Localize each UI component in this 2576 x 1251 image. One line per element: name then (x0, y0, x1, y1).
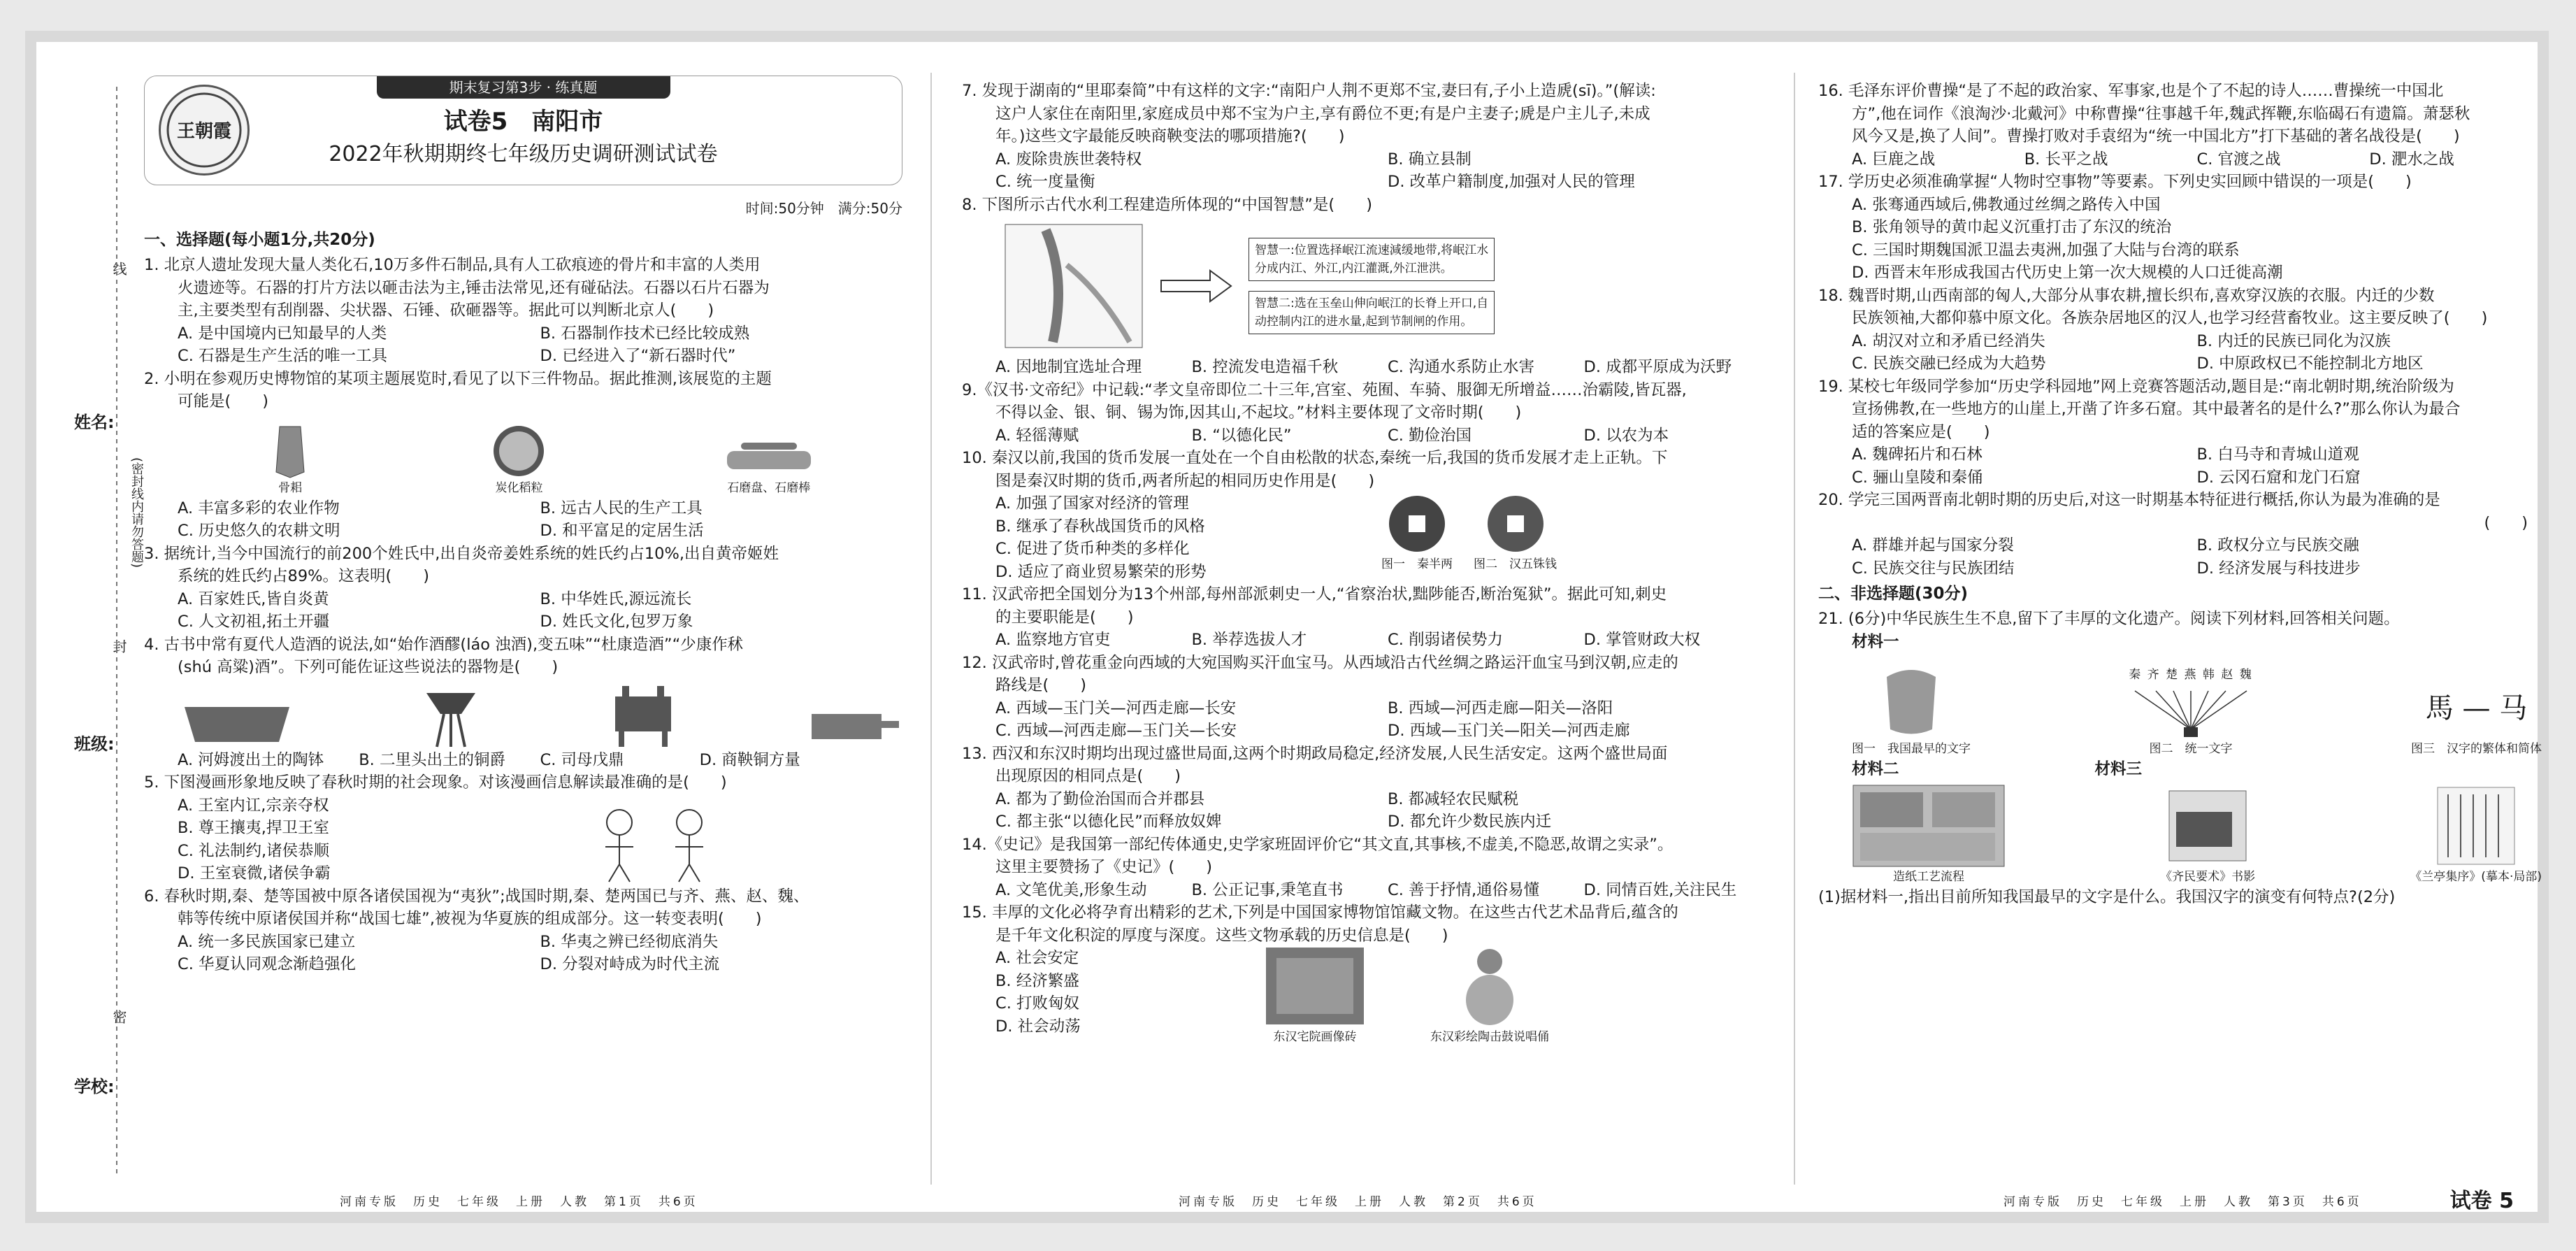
option: A. 社会安定 (995, 949, 1079, 967)
question-text: 20. 学完三国两晋南北朝时期的历史后,对这一时期基本特征进行概括,你认为最为准确的是 (1818, 491, 2440, 509)
section-heading-1: 一、选择题(每小题1分,共20分) (144, 231, 375, 249)
figure-caption: 图二 汉五铢钱 (1474, 557, 1557, 571)
paper-header (144, 76, 902, 185)
arrow-icon (1158, 265, 1235, 307)
option: D. 以农为本 (1583, 426, 1669, 445)
question-text: 年。)这些文字最能反映商鞅变法的哪项措施?( ) (995, 127, 1345, 145)
option: D. 商鞅铜方量 (699, 750, 800, 769)
wisdom-line: 分成内江、外江,内江灌溉,外江泄洪。 (1255, 262, 1453, 276)
option: D. 经济发展与科技进步 (2196, 559, 2361, 578)
review-banner: 期末复习第3步 · 练真题 (377, 76, 670, 99)
option: B. 长平之战 (2024, 150, 2108, 169)
question-text: 主,主要类型有刮削器、尖状器、石锤、砍砸器等。据此可以判断北京人( ) (178, 301, 714, 320)
figure-caption: 东汉彩绘陶击鼓说唱俑 (1430, 1030, 1549, 1044)
question-text: 图是秦汉时期的货币,两者所起的相同历史作用是( ) (995, 471, 1375, 490)
figure-caption: 《兰亭集序》(摹本·局部) (2410, 869, 2542, 884)
option: C. 打败匈奴 (995, 994, 1080, 1013)
ding-vessel-image (605, 682, 682, 749)
question-text: 韩等传统中原诸侯国并称“战国七雄”,被视为华夏族的组成部分。这一转变表明( ) (178, 910, 762, 928)
option: A. 胡汉对立和矛盾已经消失 (1852, 331, 2045, 350)
option: B. 华夷之辨已经彻底消失 (540, 932, 719, 951)
pictorial-brick-image (1262, 944, 1367, 1028)
option: B. 政权分立与民族交融 (2196, 536, 2359, 555)
question-text: ( ) (2484, 513, 2528, 532)
question-text: 8. 下图所示古代水利工程建造所体现的“中国智慧”是( ) (962, 195, 1372, 214)
page-footer: 河南专版 历史 七年级 上册 人教 第2页 共6页 (1179, 1195, 1537, 1209)
question-text: 18. 魏晋时期,山西南部的匈人,大部分从事农耕,擅长织布,喜欢穿汉族的衣服。内迁的少数 (1818, 286, 2435, 305)
option: D. 分裂对峙成为时代主流 (540, 955, 720, 973)
option: C. 司母戊鼎 (540, 750, 624, 769)
question-text: 2. 小明在参观历史博物馆的某项主题展览时,看见了以下三件物品。据此推测,该展览的主题 (144, 369, 772, 388)
states-row: 秦 齐 楚 燕 韩 赵 魏 (2129, 668, 2253, 682)
option: A. 加强了国家对经济的管理 (995, 494, 1189, 513)
figure-caption: 图一 秦半两 (1381, 557, 1453, 571)
question-text: 14.《史记》是我国第一部纪传体通史,史学家班固评价它“其文直,其事核,不虚美,不隐恶,故谓之实录”。 (962, 835, 1674, 854)
option: A. 文笔优美,形象生动 (995, 880, 1147, 899)
figure-caption: 图二 统一文字 (2149, 742, 2233, 756)
lanting-xu-image (2434, 784, 2518, 868)
option: D. 同情百姓,关注民生 (1583, 880, 1737, 899)
option: B. 内迁的民族已同化为汉族 (2196, 331, 2391, 350)
question-text: 9.《汉书·文帝纪》中记载:“孝文皇帝即位二十三年,宫室、苑囿、车骑、服御无所增益……治霸陵,皆瓦器, (962, 380, 1687, 399)
question-text: 的主要职能是( ) (995, 608, 1134, 627)
option: A. 因地制宜选址合理 (995, 358, 1142, 376)
option: C. 人文初祖,拓土开疆 (178, 613, 330, 631)
option: C. 民族交融已经成为大趋势 (1852, 355, 2046, 373)
paper-title: 试卷5 南阳市 (443, 108, 603, 136)
option: B. 公正记事,秉笔直书 (1191, 880, 1344, 899)
wisdom-line: 动控制内江的进水量,起到节制闸的作用。 (1255, 315, 1473, 329)
option: D. 中原政权已不能控制北方地区 (2196, 355, 2424, 373)
figure-caption: 《齐民要术》书影 (2160, 869, 2256, 884)
wisdom-line: 智慧二:选在玉垒山伸向岷江的长脊上开口,自 (1255, 296, 1489, 310)
dujiangyan-map (1004, 223, 1144, 349)
storyteller-figurine-image (1451, 944, 1528, 1028)
option: D. 适应了商业贸易繁荣的形势 (995, 562, 1207, 581)
question-text: 17. 学历史必须准确掌握“人物时空事物”等要素。下列史实回顾中错误的一项是( ) (1818, 173, 2412, 191)
option: C. 石器是生产生活的唯一工具 (178, 347, 388, 365)
column-1 (144, 76, 902, 976)
section-heading-2: 二、非选择题(30分) (1818, 585, 1969, 603)
option: B. 尊王攘夷,捍卫王室 (178, 819, 329, 837)
seal-note: (密封线内请勿答题) (129, 457, 144, 569)
option: A. 轻徭薄赋 (995, 426, 1079, 445)
column-divider (930, 73, 932, 1185)
unification-diagram (2121, 684, 2261, 740)
q2-figures (144, 413, 902, 497)
option: C. 骊山皇陵和秦俑 (1852, 468, 1983, 487)
option: B. 张角领导的黄巾起义沉重打击了东汉的统治 (1852, 218, 2172, 236)
grinding-stone-image (720, 437, 818, 479)
class-label: 班级: (74, 734, 115, 754)
option: D. 成都平原成为沃野 (1583, 358, 1732, 376)
school-label: 学校: (74, 1077, 115, 1096)
option: B. 确立县制 (1388, 150, 1472, 169)
option: C. 沟通水系防止水害 (1388, 358, 1535, 376)
option: B. 二里头出土的铜爵 (359, 750, 505, 769)
question-text: 21. (6分)中华民族生生不息,留下了丰厚的文化遗产。阅读下列材料,回答相关问题。 (1818, 610, 2400, 628)
question-text: 4. 古书中常有夏代人造酒的说法,如“始作酒醪(láo 浊酒),变五味”“杜康造酒”“少康作秫 (144, 635, 744, 654)
option: D. 都允许少数民族内迁 (1388, 813, 1552, 831)
question-text: 12. 汉武帝时,曾花重金向西域的大宛国购买汗血宝马。从西域沿古代丝绸之路运汗血宝马到汉朝,应走的 (962, 653, 1678, 672)
qimin-yaoshu-image (2162, 784, 2253, 868)
option: C. 促进了货币种类的多样化 (995, 540, 1190, 558)
material-1-figures (1818, 653, 2542, 758)
line-mark: 线 (110, 262, 127, 276)
option: B. 白马寺和青城山道观 (2196, 445, 2359, 464)
question-text: (1)据材料一,指出目前所知我国最早的文字是什么。我国汉字的演变有何特点?(2分) (1818, 887, 2396, 906)
option: B. 经济繁盛 (995, 971, 1079, 990)
name-label: 姓名: (74, 413, 115, 432)
bronze-measure-image (798, 700, 902, 749)
question-text: 出现原因的相同点是( ) (995, 767, 1181, 785)
option: A. 统一多民族国家已建立 (178, 932, 356, 951)
option: B. 石器制作技术已经比较成熟 (540, 324, 750, 343)
option: B. 都减轻农民赋税 (1388, 789, 1519, 808)
brand-logo (159, 85, 250, 176)
option: B. 控流发电造福千秋 (1191, 358, 1339, 376)
question-text: 5. 下图漫画形象地反映了春秋时期的社会现象。对该漫画信息解读最准确的是( ) (144, 773, 727, 792)
question-text: 不得以金、银、铜、锡为饰,因其山,不起坟。”材料主要体现了文帝时期( ) (995, 403, 1522, 422)
question-text: 19. 某校七年级同学参加“历史学科园地”网上竞赛答题活动,题目是:“南北朝时期,统治阶级为 (1818, 377, 2454, 396)
option: C. 都主张“以德化民”而释放奴婢 (995, 813, 1222, 831)
option: D. 姓氏文化,包罗万象 (540, 613, 693, 631)
wisdom-line: 智慧一:位置选择岷江流速減缓地带,将岷江水 (1255, 243, 1489, 257)
option: C. 善于抒情,通俗易懂 (1388, 880, 1540, 899)
question-text: 是千年文化积淀的厚度与深度。这些文物承载的历史信息是( ) (995, 926, 1448, 945)
question-text: 16. 毛泽东评价曹操“是了不起的政治家、军事家,也是个了不起的诗人……曹操统一中国北 (1818, 82, 2444, 100)
option: C. 统一度量衡 (995, 173, 1095, 191)
question-text: (shú 高粱)酒”。下列可能佐证这些说法的器物是( ) (178, 658, 559, 676)
option: A. 河姆渡出土的陶钵 (178, 750, 324, 769)
option: B. 举荐选拔人才 (1191, 631, 1307, 649)
traditional-simplified-horse: 馬 — 马 (2425, 692, 2528, 724)
column-divider (1794, 73, 1795, 1185)
option: C. 华夏认同观念渐趋强化 (178, 955, 357, 973)
cartoon-image (577, 794, 738, 885)
bone-spade-image (262, 423, 318, 479)
option: B. 远古人民的生产工具 (540, 499, 703, 517)
figure-caption: 图三 汉字的繁体和简体 (2411, 742, 2542, 756)
time-score: 时间:50分钟 满分:50分 (745, 200, 902, 217)
option: A. 废除贵族世袭特权 (995, 150, 1142, 169)
secret-mark: 密 (110, 1010, 127, 1024)
question-text: 10. 秦汉以前,我国的货币发展一直处在一个自由松散的状态,秦统一后,我国的货币发展才走上正轨。下 (962, 449, 1668, 467)
question-text: 民族领袖,大都仰慕中原文化。各族杂居地区的汉人,也学习经营畜牧业。这主要反映了( ) (1852, 309, 2488, 327)
option: B. “以德化民” (1191, 426, 1292, 445)
option: D. 西域—玉门关—阳关—河西走廊 (1388, 722, 1630, 740)
question-text: 这户人家住在南阳里,家庭成员中郑不宝为户主,享有爵位不更;有是户主妻子;虒是户主儿子,未成 (995, 104, 1650, 123)
q8-figure (962, 216, 1780, 356)
option: A. 西域—玉门关—河西走廊—长安 (995, 699, 1237, 717)
wisdom-box-2 (1249, 291, 1495, 334)
option: D. 改革户籍制度,加强对人民的管理 (1388, 173, 1635, 191)
question-text: 风今又是,换了人间”。曹操打败对手袁绍为“统一中国北方”打下基础的著名战役是( ) (1852, 127, 2460, 145)
option: B. 继承了春秋战国货币的风格 (995, 517, 1205, 536)
figure-caption: 东汉宅院画像砖 (1273, 1030, 1357, 1044)
page-footer: 河南专版 历史 七年级 上册 人教 第3页 共6页 (2003, 1195, 2362, 1209)
option: A. 监察地方官吏 (995, 631, 1111, 649)
material-label: 材料三 (2094, 760, 2143, 778)
figure-caption: 造纸工艺流程 (1893, 869, 1964, 884)
option: D. 和平富足的定居生活 (540, 522, 704, 540)
wuzhu-coin-image (1484, 492, 1547, 555)
question-text: 这里主要赞扬了《史记》( ) (995, 858, 1213, 876)
option: A. 巨鹿之战 (1852, 150, 1936, 169)
rice-grain-image (487, 423, 550, 479)
option: A. 是中国境内已知最早的人类 (178, 324, 387, 343)
column-2 (962, 80, 1780, 1052)
option: A. 张骞通西域后,佛教通过丝绸之路传入中国 (1852, 195, 2161, 214)
material-2-3-figures (1818, 781, 2542, 886)
bronze-jue-image (412, 682, 489, 749)
option: C. 民族交往与民族团结 (1852, 559, 2015, 578)
option: B. 西域—河西走廊—阳关—洛阳 (1388, 699, 1613, 717)
question-text: 宣扬佛教,在一些地方的山崖上,开凿了许多石窟。其中最著名的是什么?”那么你认为最合 (1852, 400, 2461, 418)
option: A. 群雄并起与国家分裂 (1852, 536, 2014, 555)
question-text: 适的答案应是( ) (1852, 422, 1990, 441)
q4-figures (144, 679, 902, 749)
option: B. 中华姓氏,源远流长 (540, 589, 692, 608)
option: C. 历史悠久的农耕文明 (178, 522, 340, 540)
option: A. 魏碑拓片和石林 (1852, 445, 1983, 464)
figure-caption: 骨耜 (278, 480, 303, 495)
option: A. 王室内讧,宗亲夺权 (178, 796, 329, 815)
paper-subtitle: 2022年秋期期终七年级历史调研测试试卷 (329, 142, 718, 166)
figure-caption: 炭化稻粒 (495, 480, 543, 495)
column-3 (1818, 80, 2542, 908)
question-text: 11. 汉武帝把全国划分为13个州部,每州部派刺史一人,“省察治状,黜陟能否,断治冤狱”。据此可知,刺史 (962, 585, 1667, 603)
option: C. 官渡之战 (2196, 150, 2281, 169)
option: C. 三国时期魏国派卫温去夷洲,加强了大陆与台湾的联系 (1852, 241, 2240, 259)
option: C. 礼法制约,诸侯恭顺 (178, 841, 330, 860)
question-text: 可能是( ) (178, 392, 269, 410)
banliang-coin-image (1386, 492, 1448, 555)
option: D. 已经进入了“新石器时代” (540, 347, 736, 365)
figure-caption: 图一 我国最早的文字 (1852, 742, 1971, 756)
question-text: 6. 春秋时期,秦、楚等国被中原各诸侯国视为“夷狄”;战国时期,秦、楚两国已与齐、燕、赵、魏、 (144, 887, 810, 906)
exam-number: 试卷 5 (2449, 1189, 2514, 1213)
seal-dashed-line (116, 87, 117, 1178)
option: D. 西晋末年形成我国古代历史上第一次大规模的人口迁徙高潮 (1852, 264, 2283, 282)
option: D. 淝水之战 (2369, 150, 2454, 169)
question-text: 火遗迹等。石器的打片方法以砸击法为主,锤击法常见,还有碰砧法。石器以石片石器为 (178, 278, 770, 297)
option: A. 都为了勤俭治国而合并郡县 (995, 789, 1205, 808)
seal-mark: 封 (110, 639, 127, 653)
option: D. 云冈石窟和龙门石窟 (2196, 468, 2361, 487)
question-text: 3. 据统计,当今中国流行的前200个姓氏中,出自炎帝姜姓系统的姓氏约占10%,出自黄帝姬姓 (144, 544, 779, 563)
question-text: 路线是( ) (995, 676, 1087, 694)
option: C. 削弱诸侯势力 (1388, 631, 1504, 649)
option: D. 掌管财政大权 (1583, 631, 1701, 649)
exam-paper (25, 31, 2549, 1223)
option: C. 西域—河西走廊—玉门关—长安 (995, 722, 1237, 740)
page-footer: 河南专版 历史 七年级 上册 人教 第1页 共6页 (340, 1195, 698, 1209)
papermaking-image (1852, 784, 2006, 868)
svg-text:王朝霞: 王朝霞 (176, 121, 232, 142)
question-text: 15. 丰厚的文化必将孕育出精彩的艺术,下列是中国国家博物馆馆藏文物。在这些古代艺术品背后,蕴含的 (962, 903, 1678, 922)
wisdom-box-1 (1249, 238, 1495, 281)
pottery-bowl-image (178, 693, 296, 749)
option: D. 社会动荡 (995, 1017, 1081, 1036)
material-label: 材料一 (1852, 632, 1899, 651)
option: A. 丰富多彩的农业作物 (178, 499, 340, 517)
question-text: 1. 北京人遗址发现大量人类化石,10万多件石制品,具有人工砍痕迹的骨片和丰富的人类用 (144, 256, 761, 274)
option: D. 王室衰微,诸侯争霸 (178, 864, 331, 882)
figure-caption: 石磨盘、石磨棒 (727, 480, 811, 495)
question-text: 方”,他在词作《浪淘沙·北戴河》中称曹操“往事越千年,魏武挥鞭,东临碣石有遗篇。萧瑟秋 (1852, 104, 2470, 123)
option: A. 百家姓氏,皆自炎黄 (178, 589, 329, 608)
question-text: 13. 西汉和东汉时期均出现过盛世局面,这两个时期政局稳定,经济发展,人民生活安定。这两个盛世局面 (962, 744, 1668, 763)
question-text: 系统的姓氏约占89%。这表明( ) (178, 567, 430, 585)
oracle-bone-image (1873, 663, 1950, 740)
material-label: 材料二 (1852, 760, 1899, 778)
option: C. 勤俭治国 (1388, 426, 1472, 445)
question-text: 7. 发现于湖南的“里耶秦简”中有这样的文字:“南阳户人荆不更郑不宝,妻曰有,子小上造虒(sī)。”(解读: (962, 82, 1656, 100)
